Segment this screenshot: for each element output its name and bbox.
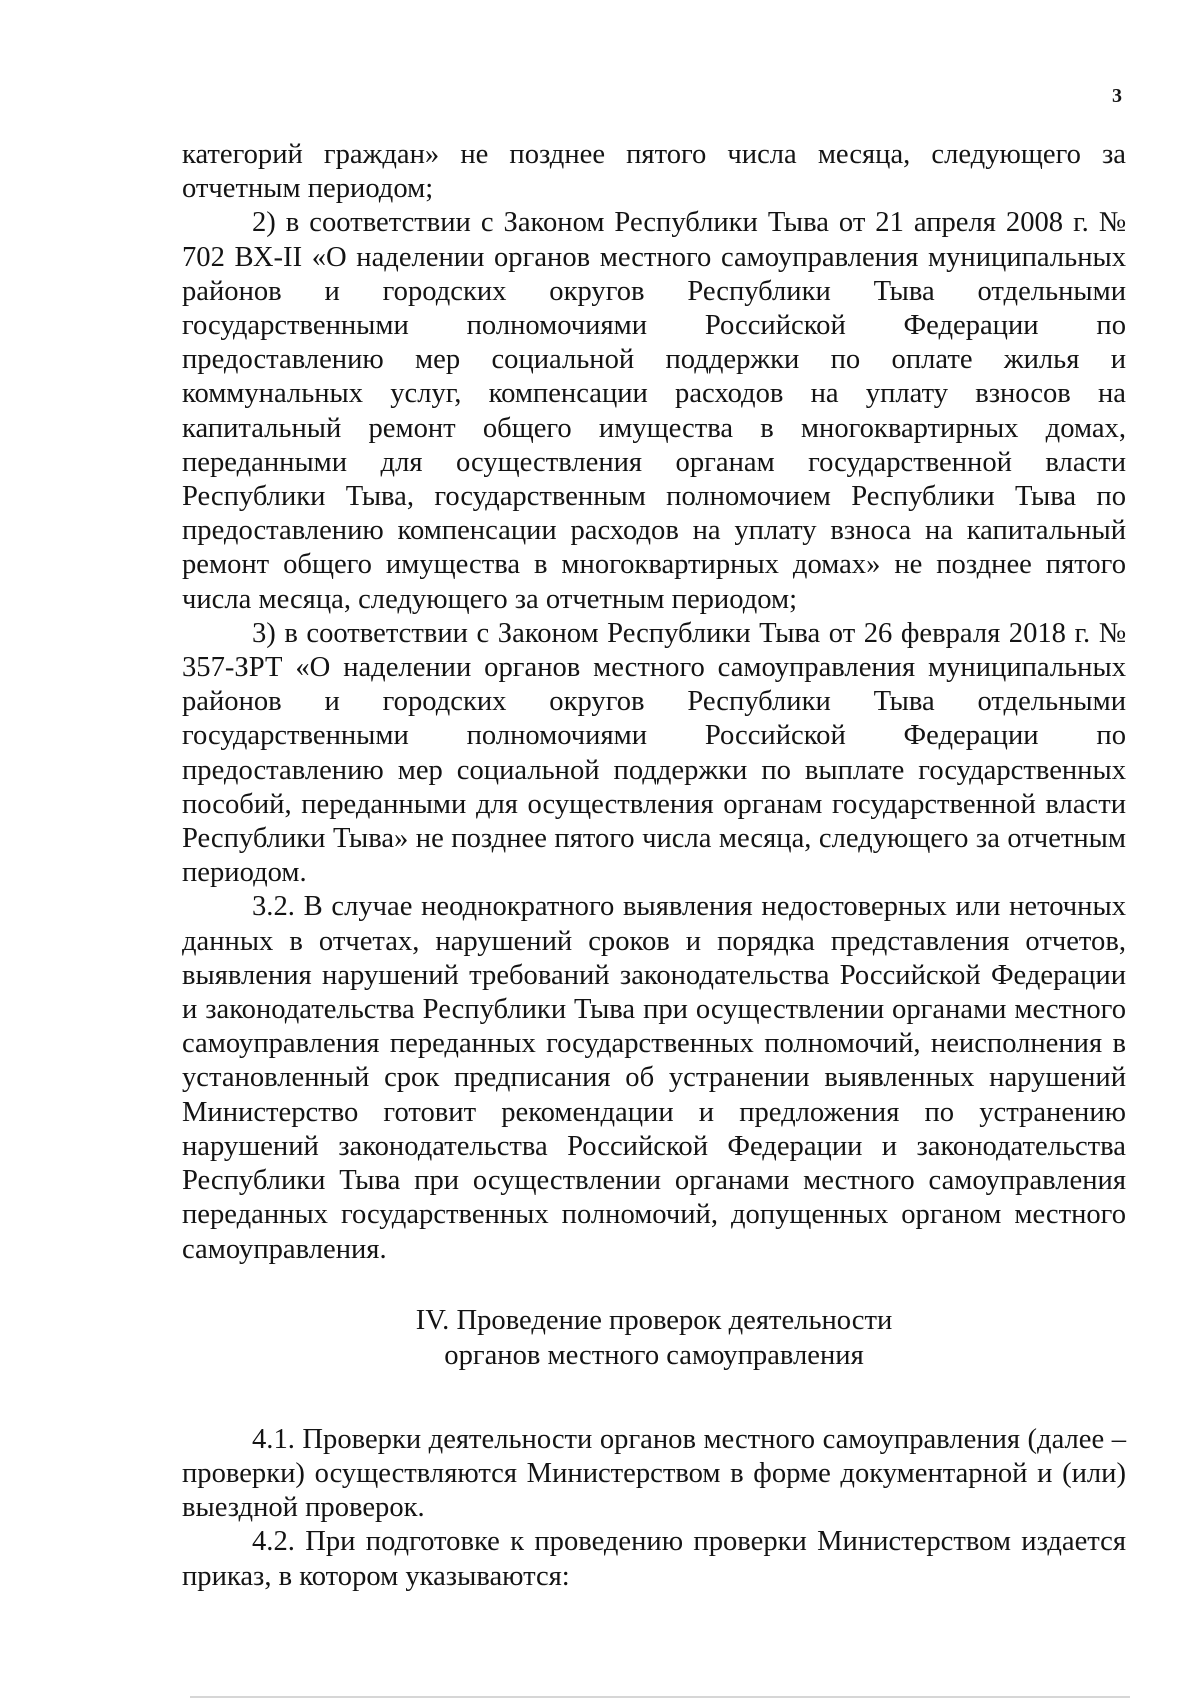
paragraph-3-2: 3.2. В случае неоднократного выявления недостоверных или неточных данных в отчетах, нарушений сроков и порядка представления отчетов, выявления нарушений требований законодательства Российской Федерации и законодательства Республики Тыва при осуществлении органами местного самоуправления переданных государственных полномочий, неисполнения в установленный срок предписания об устранении выявленных нарушений Министерство готовит рекомендации и предложения по устранению нарушений законодательства Российской Федерации и законодательства Республики Тыва при осуществлении органами местного самоуправления переданных государственных полномочий, допущенных органом местного самоуправления.: [182, 891, 1126, 1265]
paragraph-4-2: 4.2. При подготовке к проведению проверки Министерством издается приказ, в котором указываются:: [182, 1526, 1126, 1592]
document-body: [182, 138, 1126, 1594]
section-body: [182, 1423, 1126, 1594]
page-number: 3: [1112, 85, 1122, 107]
paragraph-continuation: категорий граждан» не позднее пятого числа месяца, следующего за отчетным периодом;: [182, 139, 1126, 205]
page-bottom-rule: [190, 1696, 1130, 1698]
paragraph-item-3: 3) в соответствии с Законом Республики Тыва от 26 февраля 2018 г. № 357-ЗРТ «О наделении органов местного самоуправления муниципальных районов и городских округов Республики Тыва отдельными государственными полномочиями Российской Федерации по предоставлению мер социальной поддержки по выплате государственных пособий, переданными для осуществления органам государственной власти Республики Тыва» не позднее пятого числа месяца, следующего за отчетным периодом.: [182, 617, 1126, 889]
paragraph-item-2: 2) в соответствии с Законом Республики Тыва от 21 апреля 2008 г. № 702 ВХ-II «О наделении органов местного самоуправления муниципальных районов и городских округов Республики Тыва отдельными государственными полномочиями Российской Федерации по предоставлению мер социальной поддержки по оплате жилья и коммунальных услуг, компенсации расходов на уплату взносов на капитальный ремонт общего имущества в многоквартирных домах, переданными для осуществления органам государственной власти Республики Тыва, государственным полномочием Республики Тыва по предоставлению компенсации расходов на уплату взноса на капитальный ремонт общего имущества в многоквартирных домах» не позднее пятого числа месяца, следующего за отчетным периодом;: [182, 207, 1126, 615]
section-heading: [182, 1303, 1126, 1373]
section-heading-line-2: органов местного самоуправления: [444, 1339, 864, 1371]
section-heading-line-1: IV. Проведение проверок деятельности: [415, 1304, 893, 1336]
paragraph-4-1: 4.1. Проверки деятельности органов местного самоуправления (далее – проверки) осуществляются Министерством в форме документарной и (или) выездной проверок.: [182, 1423, 1126, 1524]
